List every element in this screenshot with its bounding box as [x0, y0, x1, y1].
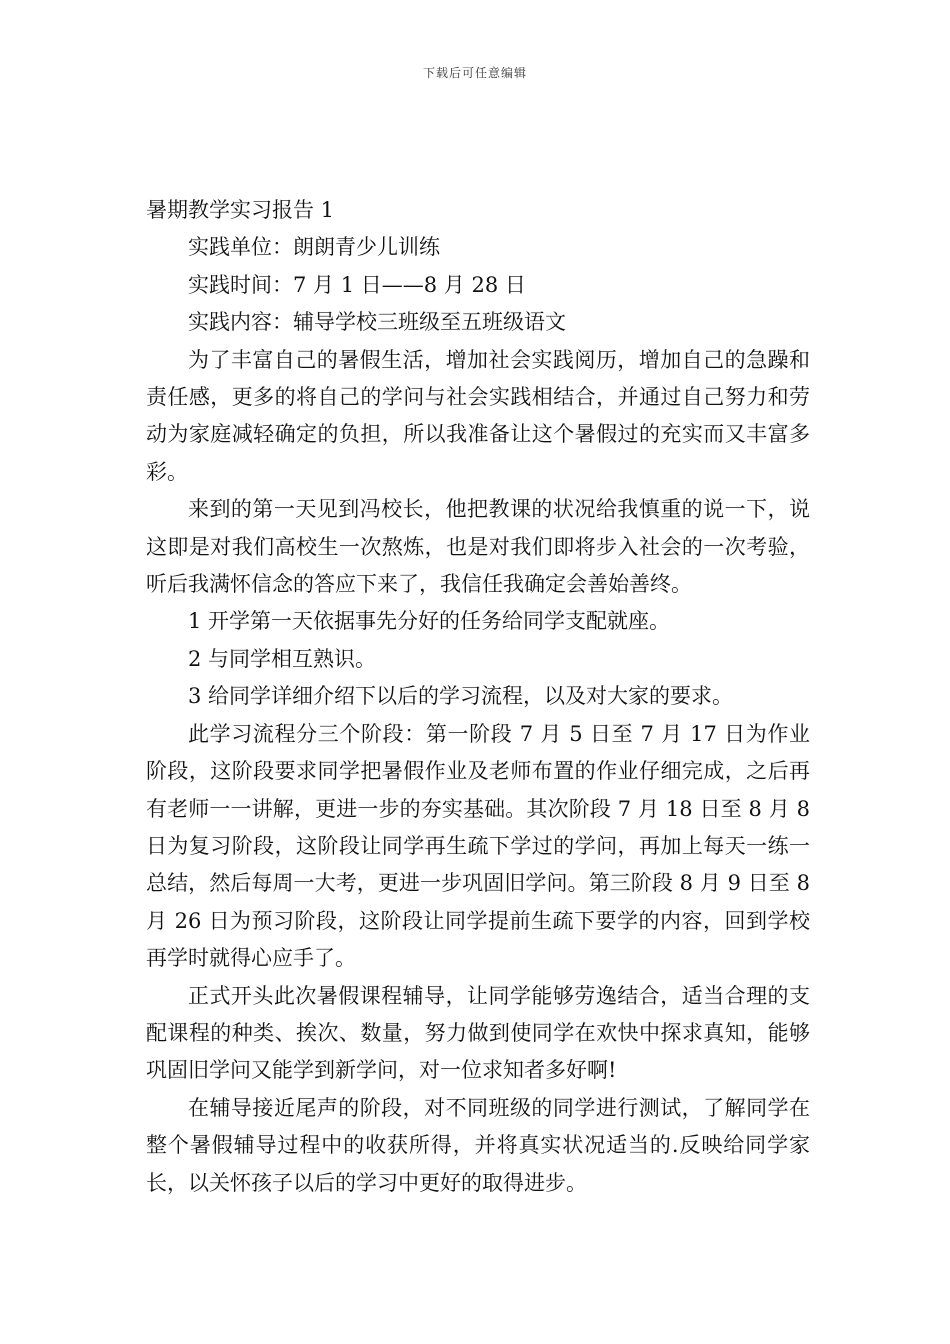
paragraph-step-3: 3 给同学详细介绍下以后的学习流程，以及对大家的要求。 [188, 684, 734, 709]
document-body [146, 192, 810, 1202]
paragraph-final-stage: 在辅导接近尾声的阶段，对不同班级的同学进行测试，了解同学在整个暑假辅导过程中的收获所得，并将真实状况适当的.反映给同学家长，以关怀孩子以后的学习中更好的取得进步。 [146, 1095, 810, 1195]
paragraph-course-tutoring: 正式开头此次暑假课程辅导，让同学能够劳逸结合，适当合理的支配课程的种类、挨次、数量，努力做到使同学在欢快中探求真知，能够巩固旧学问又能学到新学问，对一位求知者多好啊! [146, 983, 810, 1083]
paragraph-practice-time: 实践时间：7 月 1 日——8 月 28 日 [188, 272, 526, 297]
paragraph-learning-stages: 此学习流程分三个阶段：第一阶段 7 月 5 日至 7 月 17 日为作业阶段，这阶段要求同学把暑假作业及老师布置的作业仔细完成，之后再有老师一一讲解，更进一步的夯实基础。其次阶段 7 月 18 日至 8 月 8 日为复习阶段，这阶段让同学再生疏下学过的学问，再加上每天一练一总结，然后每周一大考，更进一步巩固旧学问。第三阶段 8 月 9 日至 8 月 26 日为预习阶段，这阶段让同学提前生疏下要学的内容，回到学校再学时就得心应手了。 [146, 721, 810, 971]
paragraph-first-day: 来到的第一天见到冯校长，他把教课的状况给我慎重的说一下，说这即是对我们高校生一次熬炼，也是对我们即将步入社会的一次考验，听后我满怀信念的答应下来了，我信任我确定会善始善终。 [146, 497, 810, 597]
paragraph-purpose: 为了丰富自己的暑假生活，增加社会实践阅历，增加自己的急躁和责任感，更多的将自己的学问与社会实践相结合，并通过自己努力和劳动为家庭减轻确定的负担，所以我准备让这个暑假过的充实而又丰富多彩。 [146, 347, 810, 484]
document-title: 暑期教学实习报告 1 [146, 198, 335, 222]
paragraph-practice-unit: 实践单位：朗朗青少儿训练 [188, 235, 440, 260]
paragraph-step-2: 2 与同学相互熟识。 [188, 646, 377, 671]
paragraph-practice-content: 实践内容：辅导学校三班级至五班级语文 [188, 310, 566, 335]
paragraph-step-1: 1 开学第一天依据事先分好的任务给同学支配就座。 [188, 609, 671, 634]
page-header-note: 下载后可任意编辑 [422, 66, 527, 80]
